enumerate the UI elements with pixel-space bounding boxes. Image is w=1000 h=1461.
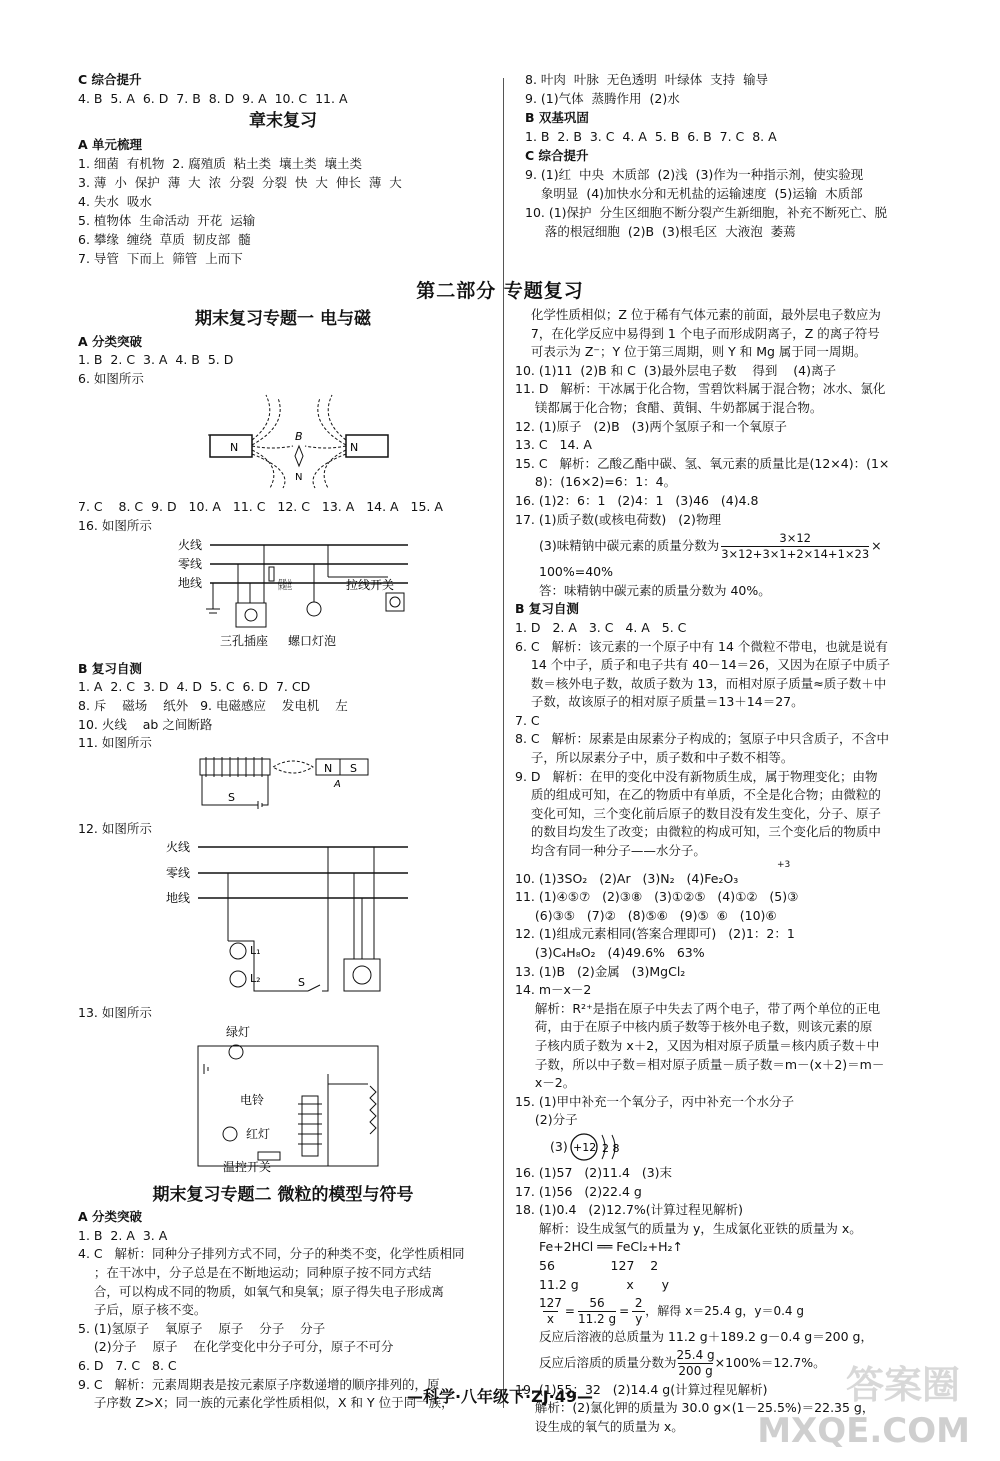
answer-line: 答：味精钠中碳元素的质量分数为 40%。	[539, 582, 771, 598]
answer-line: 子核内质子数为 x＋2，又因为相对原子质量＝核内质子数＋中	[515, 1037, 880, 1053]
lamp-l1-label: L₁	[250, 943, 261, 957]
answer-line: 19. (1)55：32 (2)14.4 g(计算过程见解析)	[515, 1381, 768, 1397]
neutral-wire-label: 零线	[178, 557, 203, 572]
answer-line: 6. 攀缘 缠绕 草质 韧皮部 髓	[78, 232, 251, 247]
fraction	[677, 1348, 715, 1379]
chapter-review-title: 章末复习	[249, 111, 317, 131]
answer-line: 18. (1)0.4 (2)12.7%(计算过程见解析)	[515, 1202, 744, 1218]
fraction-numerator: 3×12	[779, 530, 811, 545]
magnet-n-label: N	[350, 441, 359, 455]
point-a-label: A	[334, 778, 341, 790]
fraction-suffix: ×100%＝12.7%。	[714, 1355, 826, 1371]
answer-line: 子序数 Z>X；同一族的元素化学性质相似，X 和 Y 位于同一族，	[78, 1395, 454, 1411]
chem-equation: Fe+2HCl ══ FeCl₂+H₂↑	[539, 1239, 683, 1255]
answer-line: 8)：(16×2)=6：1：4。	[515, 474, 677, 490]
section-heading: C 综合提升	[525, 148, 589, 163]
part-title: 第二部分 专题复习	[416, 280, 584, 302]
sub-label: (3)	[550, 1138, 568, 1154]
answer-line: 6. D 7. C 8. C	[78, 1358, 177, 1374]
equation-masses: 56 127 2	[539, 1257, 659, 1273]
answer-line: 1. D 2. A 3. C 4. A 5. C	[515, 619, 687, 635]
left-main-column	[78, 306, 488, 1413]
section-heading: A 单元梳理	[78, 137, 143, 152]
page-footer: —科学·八年级下·ZJ·49—	[406, 1387, 594, 1406]
answer-line: 可表示为 Z⁻；Y 位于第三周期，则 Y 和 Mg 属于同一周期。	[515, 344, 867, 360]
answer-line: 荷，由于在原子中核内质子数等于核外电子数，则该元素的原	[515, 1019, 873, 1035]
answer-line: 1. A 2. C 3. D 4. D 5. C 6. D 7. CD	[78, 679, 311, 695]
section-heading: A 分类突破	[78, 333, 143, 349]
answer-line: 16. 如图所示	[78, 517, 152, 533]
bulb-label: 螺口灯泡	[288, 634, 337, 649]
fraction-numerator: 25.4 g	[676, 1348, 715, 1363]
ground-wire-label: 地线	[166, 890, 191, 905]
answer-line: (6)③⑤ (7)② (8)⑤⑥ (9)⑤ ⑥ (10)⑥	[515, 907, 777, 923]
answer-line: 13. C 14. A	[515, 437, 592, 453]
fraction-label: (3)味精钠中碳元素的质量分数为	[539, 537, 720, 553]
answer-line: (2)分子 原子 在化学变化中分子可分，原子不可分	[78, 1339, 394, 1355]
answer-line: 8. 叶肉 叶脉 无色透明 叶绿体 支持 输导	[525, 72, 769, 87]
answer-line: 5. (1)氢原子 氧原子 原子 分子 分子	[78, 1320, 326, 1336]
answer-line: (2)分子	[515, 1112, 578, 1128]
answer-line: 5. 植物体 生命活动 开花 运输	[78, 213, 256, 228]
socket-label: 三孔插座	[220, 634, 269, 649]
answer-line: 子，所以尿素分子中，质子数和中子数不相等。	[515, 750, 794, 766]
red-lamp-label: 红灯	[246, 1127, 271, 1142]
answer-line: (3)C₄H₈O₂ (4)49.6% 63%	[515, 945, 705, 960]
fraction-denominator: 3×12+3×1+2×14+1×23	[721, 546, 870, 561]
fraction-label: 反应后溶质的质量分数为	[539, 1355, 677, 1371]
compass-b-label: B	[295, 430, 303, 444]
answer-line: 100%=40%	[539, 564, 613, 580]
answer-line: 11. (1)④⑤⑦ (2)③⑧ (3)①②⑤ (4)①② (5)③	[515, 889, 799, 905]
answer-line: 13. (1)B (2)金属 (3)MgCl₂	[515, 963, 686, 979]
answer-line: 数＝核外电子数，故质子数为 13，而相对原子质量≈质子数＋中	[515, 675, 887, 691]
shell-electrons: 2 8	[601, 1141, 620, 1155]
answer-line: 落的根冠细胞 (2)B (3)根毛区 大液泡 萎蔫	[525, 224, 796, 239]
nucleus-label: +12	[572, 1140, 596, 1154]
compass-n-label: N	[295, 472, 303, 484]
watermark-url: MXQE.COM	[757, 1411, 970, 1451]
answer-line: 7，在化学反应中易得到 1 个电子而形成阴离子，Z 的离子符号	[515, 325, 880, 341]
answer-line: 9. C 解析：元素周期表是按元素原子序数递增的顺序排列的，原	[78, 1376, 440, 1392]
answer-line: 1. B 2. A 3. A	[78, 1227, 168, 1243]
answer-line: 8. C 解析：尿素是由尿素分子构成的；氢原子中只含质子，不含中	[515, 731, 890, 747]
answer-line: 12. 如图所示	[78, 821, 152, 837]
answer-line: 16. (1)2：6：1 (2)4：1 (3)46 (4)4.8	[515, 492, 759, 508]
answer-line: 子数，故该原子的相对原子质量＝13＋14＝27。	[515, 694, 804, 710]
figure-magnetic-field	[78, 390, 488, 490]
figure-solenoid	[78, 755, 488, 813]
magnet-s-label: S	[350, 761, 357, 775]
answer-line: 14. m－x－2	[515, 982, 592, 998]
live-wire-label: 火线	[178, 538, 203, 553]
section-heading: C 综合提升	[78, 72, 142, 87]
answer-line: 7. C	[515, 712, 540, 728]
topic1-title: 期末复习专题一 电与磁	[195, 309, 371, 329]
answer-line: 10. (1)11 (2)B 和 C (3)最外层电子数 得到 (4)离子	[515, 362, 837, 378]
answer-line: 11. D 解析：干冰属于化合物，雪碧饮料属于混合物；冰水、氯化	[515, 381, 886, 397]
live-wire-label: 火线	[166, 840, 191, 854]
equals-sign: =	[619, 1303, 630, 1318]
left-top-block	[78, 70, 488, 268]
answer-line: 17. (1)质子数(或核电荷数) (2)物理	[515, 511, 721, 527]
answer-line: 的数目均发生了改变；由微粒的构成可知，三个变化后的物质中	[515, 824, 881, 840]
answer-line: 12. (1)组成元素相同(答案合理即可) (2)1：2：1	[515, 926, 795, 942]
magnet-n-label: N	[324, 761, 333, 775]
switch-s-label: S	[228, 790, 235, 804]
answer-line: 解析：(2)氯化钾的质量为 30.0 g×(1－25.5%)＝22.35 g，	[515, 1400, 875, 1416]
fraction-numerator: 127	[539, 1295, 562, 1310]
equals-sign: =	[564, 1303, 575, 1318]
answer-line: 15. C 解析：乙酸乙酯中碳、氢、氧元素的质量比是(12×4)：(1×	[515, 455, 890, 471]
atom-diagram	[568, 1131, 648, 1163]
section-heading: B 复习自测	[78, 660, 142, 676]
right-main-column	[515, 306, 945, 1436]
answer-line: 9. (1)红 中央 木质部 (2)浅 (3)作为一种指示剂，使实验现	[525, 167, 864, 182]
answer-line: 12. (1)原子 (2)B (3)两个氢原子和一个氧原子	[515, 418, 787, 434]
section-heading: B 复习自测	[515, 601, 579, 617]
answer-line: 16. (1)57 (2)11.4 (3)末	[515, 1164, 673, 1180]
answer-line: 镁都属于化合物；食醋、黄铜、牛奶都属于混合物。	[515, 399, 823, 415]
answer-line: 10. (1)保护 分生区细胞不断分裂产生新细胞，补充不断死亡、脱	[525, 205, 888, 220]
section-heading: A 分类突破	[78, 1209, 143, 1225]
fuse-label: 保险丝	[278, 578, 292, 593]
fraction-numerator: 2	[634, 1295, 643, 1310]
answer-line: 7. 导管 下而上 筛管 上而下	[78, 251, 243, 266]
answer-line: 子数，所以中子数＝相对原子质量－质子数＝m－(x＋2)＝m－	[515, 1056, 885, 1072]
answer-line: 13. 如图所示	[78, 1004, 152, 1020]
ratio-solution: ，解得 x＝25.4 g，y＝0.4 g	[645, 1303, 804, 1318]
answer-line: 4. B 5. A 6. D 7. B 8. D 9. A 10. C 11. A	[78, 91, 348, 106]
answer-line: 1. B 2. C 3. A 4. B 5. D	[78, 352, 234, 368]
answer-line: 4. 失水 吸水	[78, 194, 152, 209]
answer-line: 1. 细菌 有机物 2. 腐殖质 粘土类 壤土类 壤土类	[78, 156, 363, 171]
answer-line: 3. 薄 小 保护 薄 大 浓 分裂 分裂 快 大 伸长 薄 大	[78, 175, 402, 190]
switch-s-label: S	[298, 975, 305, 989]
answer-line: 解析：设生成氢气的质量为 y，生成氯化亚铁的质量为 x。	[539, 1220, 862, 1236]
times-sign: ×	[871, 537, 882, 553]
answer-line: 质的组成可知，在乙的物质中有单质，不全是化合物；由微粒的	[515, 787, 881, 803]
valence-superscript: +3	[777, 859, 791, 870]
ground-wire-label: 地线	[178, 576, 203, 591]
answer-line: 8. 斥 磁场 纸外 9. 电磁感应 发电机 左	[78, 697, 348, 713]
bell-label: 电铃	[240, 1093, 265, 1108]
neutral-wire-label: 零线	[166, 865, 191, 880]
answer-line: 11. 如图所示	[78, 735, 152, 751]
answer-line: 解析：R²⁺是指在原子中失去了两个电子，带了两个单位的正电	[515, 1000, 881, 1016]
answer-line: 1. B 2. B 3. C 4. A 5. B 6. B 7. C 8. A	[525, 129, 777, 144]
fraction-denominator: y	[632, 1311, 645, 1327]
answer-line: 9. (1)气体 蒸腾作用 (2)水	[525, 91, 680, 106]
green-lamp-label: 绿灯	[226, 1025, 251, 1040]
fraction	[632, 1296, 645, 1327]
figure-lamp-circuit	[78, 841, 488, 996]
answer-line: x－2。	[515, 1075, 576, 1091]
answer-line: 10. (1)3SO₂ (2)Ar (3)N₂ (4)Fe₂O₃	[515, 870, 739, 886]
fraction-line	[515, 529, 945, 563]
atom-structure-line	[515, 1130, 945, 1164]
answer-line: 10. 火线 ab 之间断路	[78, 716, 213, 732]
answer-line: 14 个中子，质子和电子共有 40－14＝26，又因为在原子中质子	[515, 657, 890, 673]
answer-line: 6. C 解析：该元素的一个原子中有 14 个微粒不带电，也就是说有	[515, 638, 888, 654]
answer-line: 设生成的氧气的质量为 x。	[515, 1418, 684, 1434]
answer-line: ；在干冰中，分子总是在不断地运动；同种原子按不同方式结	[78, 1265, 432, 1281]
topic2-title: 期末复习专题二 微粒的模型与符号	[152, 1184, 414, 1205]
right-top-block	[525, 70, 945, 241]
fraction	[539, 1296, 562, 1327]
answer-line: 合，可以构成不同的物质，如氧气和臭氧；原子得失电子形成离	[78, 1283, 444, 1299]
equation-vars: 11.2 g x y	[539, 1276, 670, 1292]
answer-line: 17. (1)56 (2)22.4 g	[515, 1183, 642, 1199]
answer-line: 反应后溶液的总质量为 11.2 g＋189.2 g－0.4 g＝200 g，	[539, 1329, 873, 1345]
answer-line: 6. 如图所示	[78, 370, 144, 386]
thermo-switch-label: 温控开关	[223, 1160, 272, 1175]
fraction	[721, 531, 869, 562]
answer-line: 4. C 解析：同种分子排列方式不同，分子的种类不变，化学性质相同	[78, 1246, 465, 1262]
section-heading: B 双基巩固	[525, 110, 589, 125]
fraction	[578, 1296, 616, 1327]
fraction-numerator: 56	[589, 1295, 605, 1310]
answer-line: 7. C 8. C 9. D 10. A 11. C 12. C 13. A 14. A 15. A	[78, 498, 443, 514]
magnet-n-label: N	[230, 441, 239, 455]
answer-line: 均含有同一种分子——水分子。	[515, 843, 706, 859]
answer-line: 子后，原子核不变。	[78, 1302, 207, 1318]
figure-home-circuit	[78, 537, 488, 652]
answer-line: 9. D 解析：在甲的变化中没有新物质生成，属于物理变化；由物	[515, 768, 878, 784]
answer-line: 化学性质相似；Z 位于稀有气体元素的前面，最外层电子数应为	[515, 307, 881, 322]
watermark-logo: 答案圈	[845, 1363, 960, 1407]
figure-alarm-circuit	[78, 1024, 488, 1174]
pull-switch-label: 拉线开关	[346, 578, 395, 593]
answer-line: 象明显 (4)加快水分和无机盐的运输速度 (5)运输 木质部	[525, 186, 863, 201]
answer-line: 变化可知，三个变化前后原子的数目没有发生变化，分子、原子	[515, 805, 881, 821]
lamp-l2-label: L₂	[250, 971, 261, 985]
fraction-denominator: 200 g	[678, 1364, 713, 1379]
fraction-denominator: 11.2 g	[577, 1311, 617, 1326]
fraction-denominator: x	[543, 1311, 558, 1327]
ratio-line	[515, 1294, 945, 1328]
answer-line: 15. (1)甲中补充一个氧分子，丙中补充一个水分子	[515, 1093, 795, 1109]
